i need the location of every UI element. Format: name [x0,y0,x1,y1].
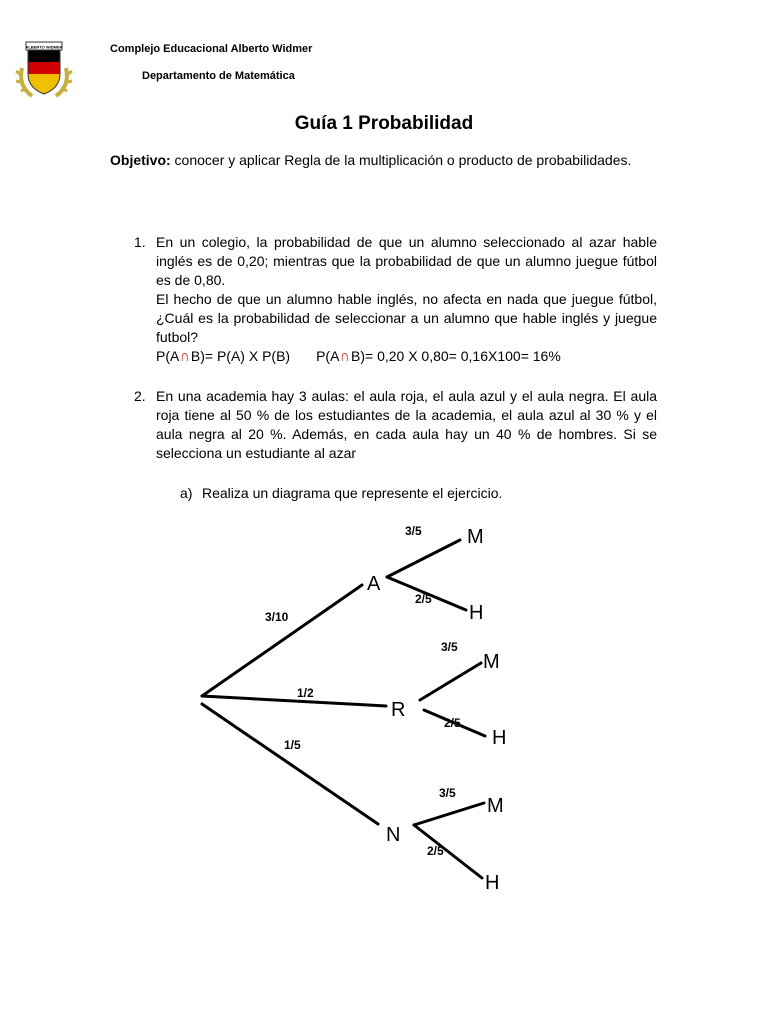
exercise-1-line-1: En un colegio, la probabilidad de que un alumno seleccionado al azar hable inglés es de 0,20; mientras que la probabilidad de que un alumno juegue fútbol es de 0,80. [156,234,657,288]
exercise-1-number: 1. [134,234,146,250]
prob-label: 3/5 [441,640,458,654]
svg-text:ALBERTO WIDMER: ALBERTO WIDMER [25,44,63,50]
node-label: A [367,573,381,595]
node-label: R [391,699,406,721]
exercise-2a-label: a) [180,485,193,501]
prob-label: 3/5 [405,524,422,538]
prob-label: 3/5 [439,786,456,800]
objective-label: Objetivo: [110,152,171,168]
objective-text: conocer y aplicar Regla de la multiplicación o producto de probabilidades. [170,152,632,168]
branch-r-m [420,663,481,700]
exercise-2a-text: Realiza un diagrama que represente el ejercicio. [202,485,503,501]
branch-a-m [387,540,460,577]
exercise-2-number: 2. [134,388,146,404]
department-name: Departamento de Matemática [142,70,295,82]
page-title: Guía 1 Probabilidad [294,113,474,134]
prob-label: 2/5 [444,716,461,730]
branch-r [202,696,386,706]
branch-n-m [414,803,484,825]
formula-a-start: P(A [156,348,180,364]
prob-label: 3/10 [265,610,289,624]
branch-n-h [414,825,482,878]
exercise-2-text: En una academia hay 3 aulas: el aula roja, el aula azul y el aula negra. El aula roja tiene al 50 % de los estudiantes de la academia, el aula azul al 30 % y el aula negra al 20 %. Además, en cada aula hay un 40 % de hombres. Si se selecciona un estudiante al azar [156,388,657,461]
node-label: H [492,727,507,749]
prob-label: 1/5 [284,738,301,752]
prob-label: 1/2 [297,686,314,700]
node-label: M [487,795,504,817]
formula-a-end: B)= P(A) X P(B) [190,348,291,364]
intersection-icon: ∩ [180,348,190,365]
school-name: Complejo Educacional Alberto Widmer [110,43,313,55]
node-label: H [469,602,484,624]
branch-a [202,585,362,696]
formula-b-end: B)= 0,20 X 0,80= 0,16X100= 16% [351,348,561,364]
intersection-icon: ∩ [340,348,350,365]
formula-b-start: P(A [316,348,340,364]
prob-label: 2/5 [415,592,432,606]
exercise-1-line-2: El hecho de que un alumno hable inglés, no afecta en nada que juegue fútbol, ¿Cuál es la probabilidad de seleccionar a un alumno que hable inglés y juegue futbol? [156,291,657,345]
branch-n [202,704,378,824]
node-label: N [386,824,401,846]
node-label: H [485,872,500,894]
node-label: M [467,526,484,548]
prob-label: 2/5 [427,844,444,858]
node-label: M [483,651,500,673]
